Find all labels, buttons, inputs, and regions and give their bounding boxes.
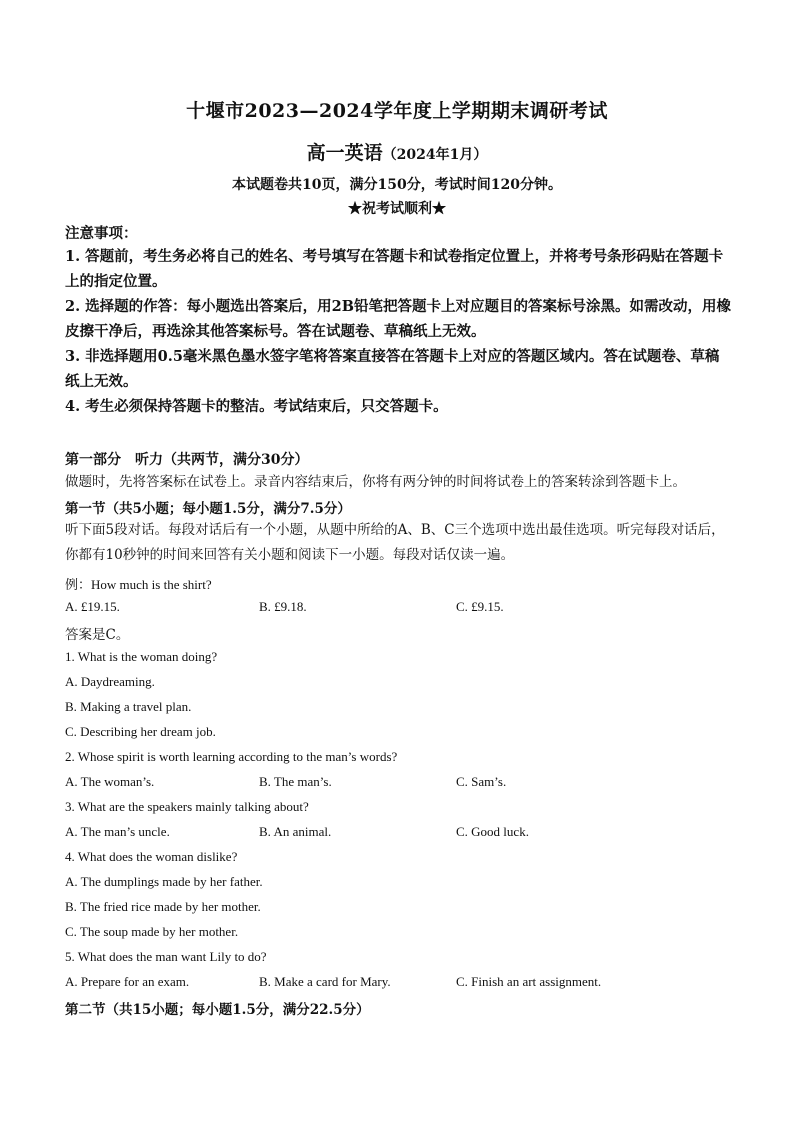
q5-option-b: B. Make a card for Mary.	[259, 974, 391, 989]
q1-option-a: A. Daydreaming.	[65, 674, 155, 689]
q2-option-a: A. The woman’s.	[65, 774, 155, 789]
question-5: 5. What does the man want Lily to do?	[65, 949, 267, 964]
q3-option-b: B. An animal.	[259, 824, 332, 839]
example-option-c: C. £9.15.	[456, 599, 504, 614]
exam-subject	[0, 138, 794, 165]
exam-title: 十堰市2023—2024学年度上学期期末调研考试	[186, 100, 608, 122]
q3-option-a: A. The man’s uncle.	[65, 824, 170, 839]
question-4: 4. What does the woman dislike?	[65, 849, 238, 864]
example-option-b: B. £9.18.	[259, 599, 307, 614]
exam-date: （2024年1月）	[382, 147, 488, 163]
section2-heading: 第二节（共15小题；每小题1.5分，满分22.5分）	[65, 1002, 370, 1018]
q4-option-c: C. The soup made by her mother.	[65, 924, 239, 939]
q4-option-b: B. The fried rice made by her mother.	[65, 899, 261, 914]
note-item: 3. 非选择题用0.5毫米黑色墨水签字笔将答案直接答在答题卡上对应的答题区域内。答在试题卷、草稿纸上无效。	[65, 348, 720, 390]
exam-info: 本试题卷共10页，满分150分，考试时间120分钟。	[232, 177, 562, 193]
q3-option-c: C. Good luck.	[456, 824, 529, 839]
note-item: 1. 答题前，考生务必将自己的姓名、考号填写在答题卡和试卷指定位置上，并将考号条形码贴在答题卡上的指定位置。	[65, 248, 724, 290]
q5-option-a: A. Prepare for an exam.	[65, 974, 190, 989]
example-question: 例：How much is the shirt?	[65, 577, 212, 592]
notes-list	[65, 244, 733, 419]
example-option-a: A. £19.15.	[65, 599, 120, 614]
section1-instruction: 听下面5段对话。每段对话后有一个小题，从题中所给的A、B、C三个选项中选出最佳选项。听完每段对话后，你都有10秒钟的时间来回答有关小题和阅读下一小题。每段对话仅读一遍。	[65, 522, 725, 563]
note-item: 4. 考生必须保持答题卡的整洁。考试结束后，只交答题卡。	[65, 398, 448, 415]
note-item: 2. 选择题的作答：每小题选出答案后，用2B铅笔把答题卡上对应题目的答案标号涂黑。如需改动，用橡皮擦干净后，再选涂其他答案标号。答在试题卷、草稿纸上无效。	[65, 298, 732, 340]
part1-heading: 第一部分 听力（共两节，满分30分）	[65, 452, 309, 468]
subject-name: 高一英语	[306, 142, 383, 164]
q4-option-a: A. The dumplings made by her father.	[65, 874, 263, 889]
question-1: 1. What is the woman doing?	[65, 649, 218, 664]
q1-option-c: C. Describing her dream job.	[65, 724, 216, 739]
question-2: 2. Whose spirit is worth learning according to the man’s words?	[65, 749, 398, 764]
q1-option-b: B. Making a travel plan.	[65, 699, 192, 714]
q5-option-c: C. Finish an art assignment.	[456, 974, 602, 989]
example-answer: 答案是C。	[65, 627, 130, 643]
exam-blessing: ★祝考试顺利★	[348, 201, 446, 217]
q2-option-c: C. Sam’s.	[456, 774, 507, 789]
part1-instruction: 做题时，先将答案标在试卷上。录音内容结束后，你将有两分钟的时间将试卷上的答案转涂到答题卡上。	[65, 474, 686, 490]
notes-heading: 注意事项：	[65, 225, 138, 242]
section1-heading: 第一节（共5小题；每小题1.5分，满分7.5分）	[65, 501, 351, 517]
question-3: 3. What are the speakers mainly talking about?	[65, 799, 309, 814]
q2-option-b: B. The man’s.	[259, 774, 332, 789]
